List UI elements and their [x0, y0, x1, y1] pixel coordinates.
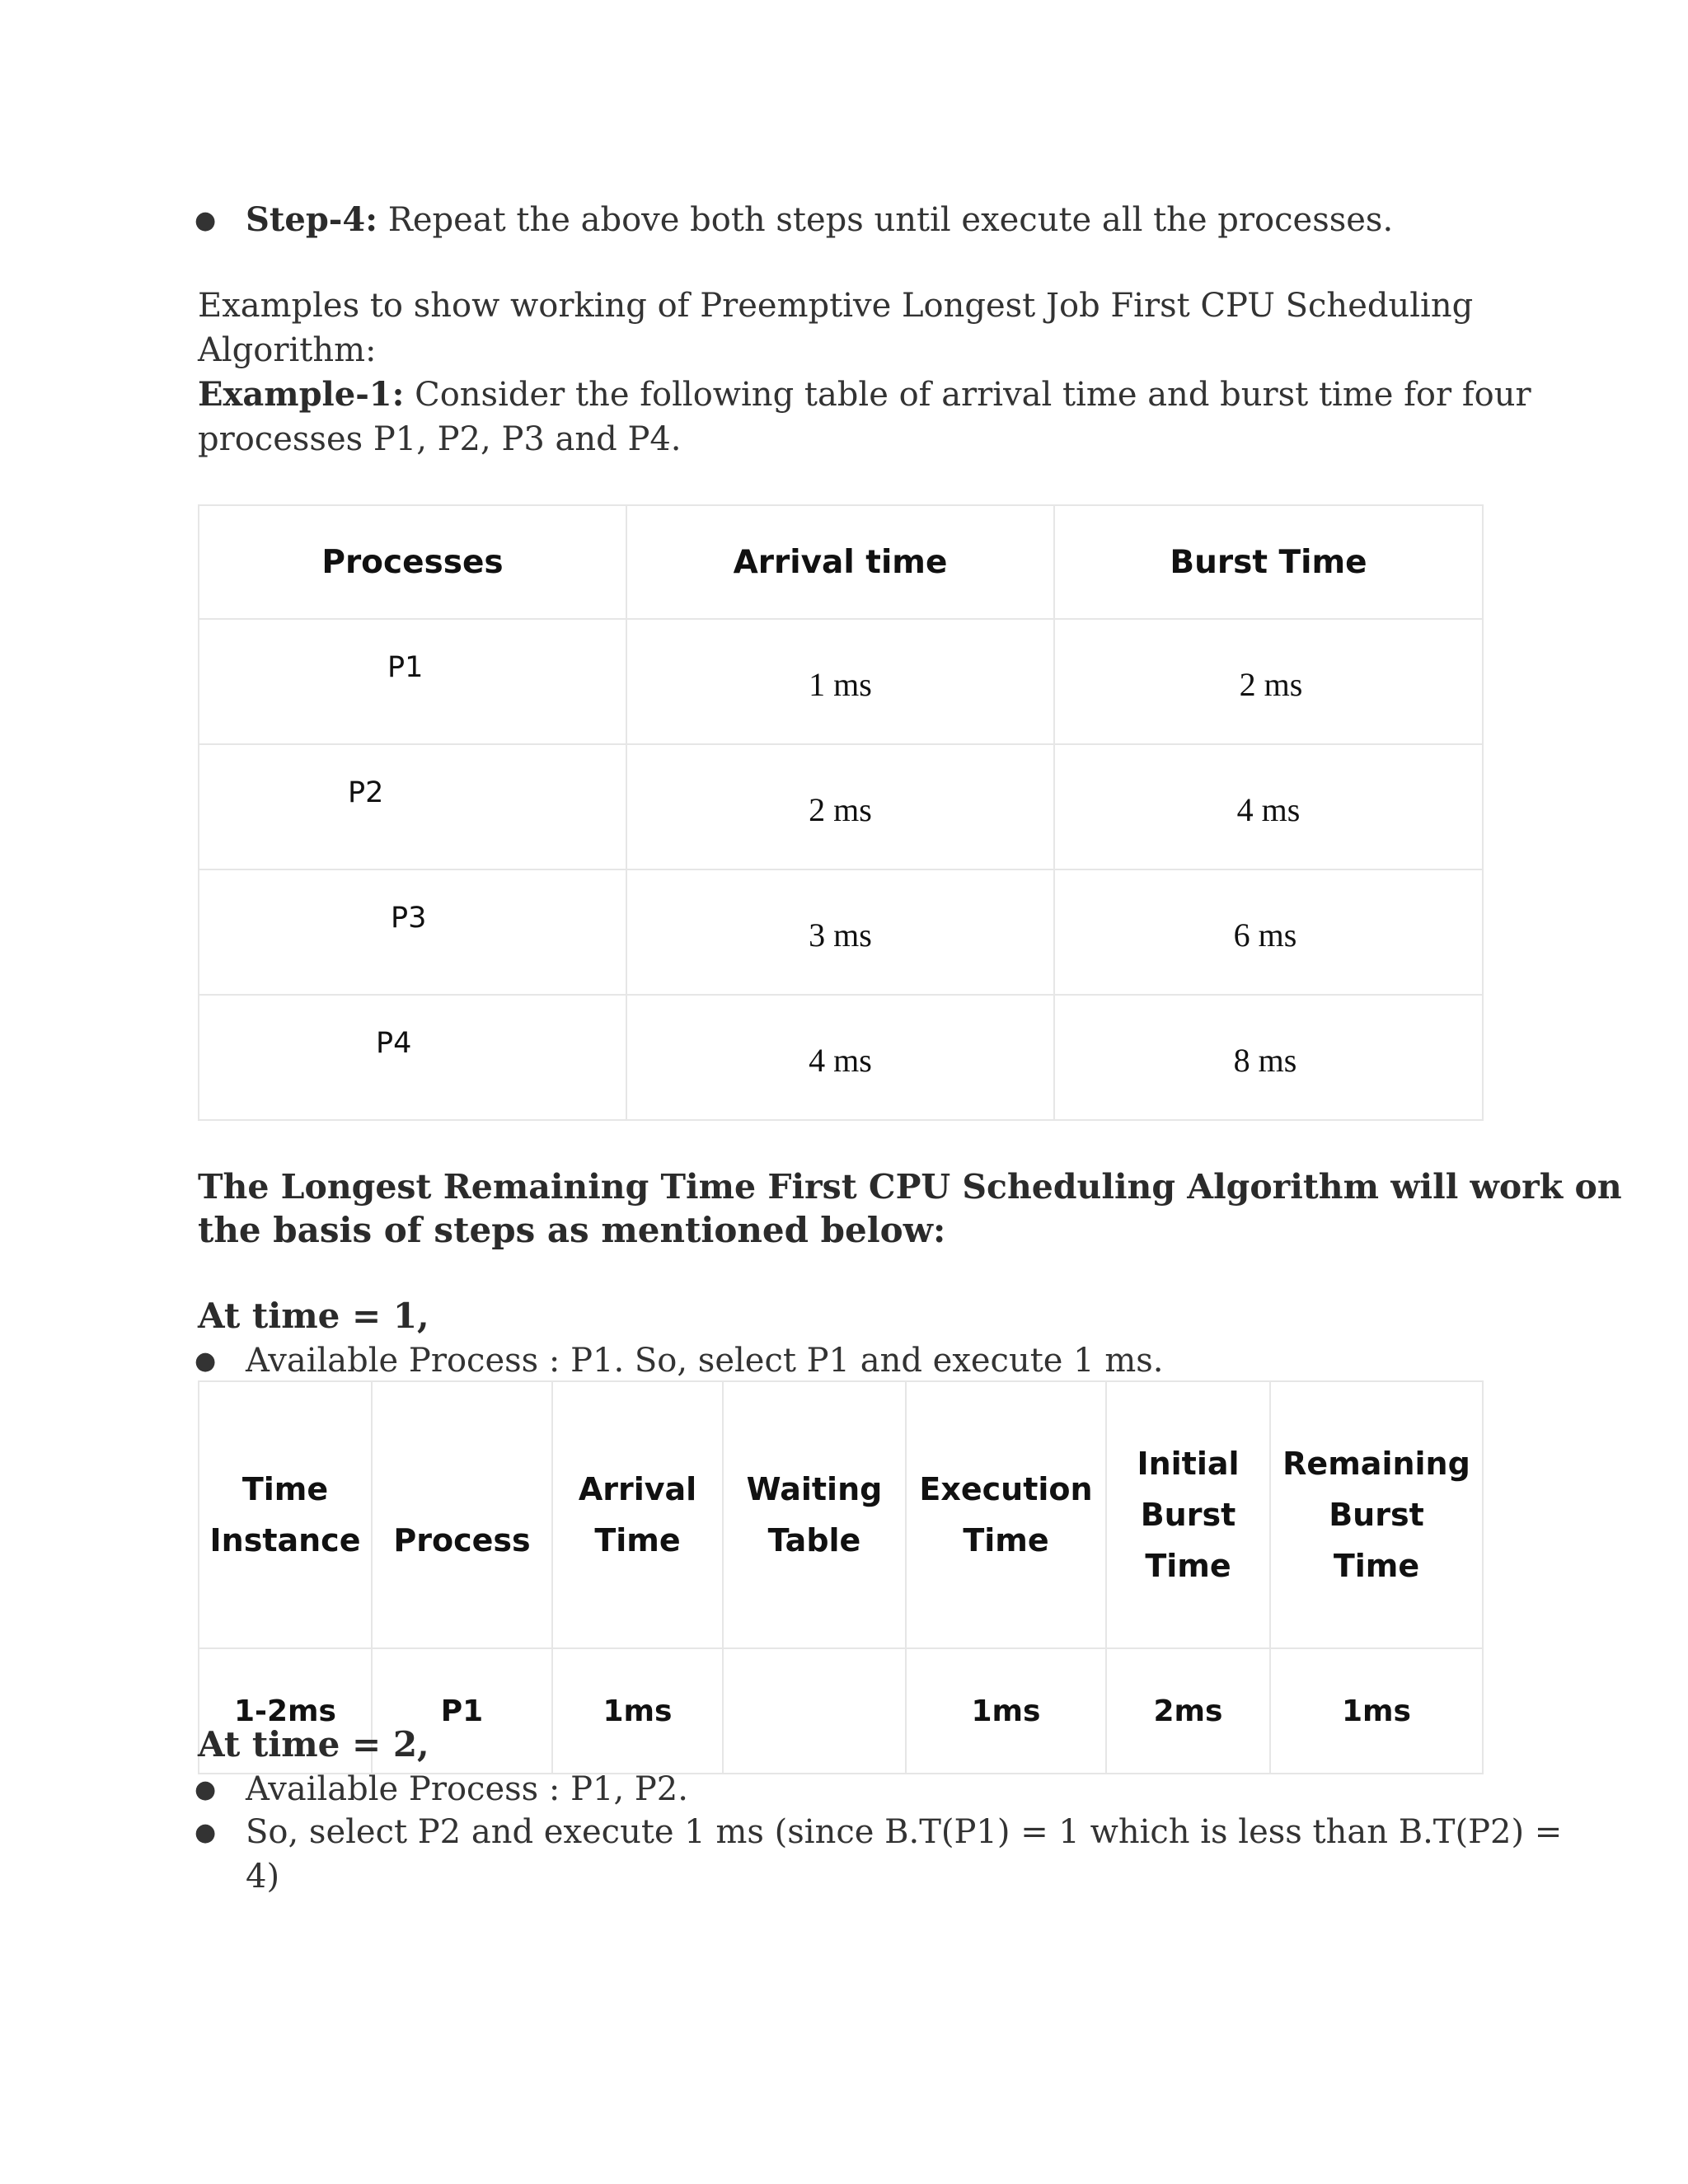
time2-bullet2-line2: 4)	[246, 1858, 280, 1896]
arrival-value: 2 ms	[809, 791, 872, 828]
header-process: Process	[372, 1381, 552, 1648]
time2-bullet1: Available Process : P1, P2.	[246, 1770, 688, 1808]
cell-process: P1	[372, 1648, 552, 1774]
example1-line2: processes P1, P2, P3 and P4.	[198, 420, 682, 458]
step4-line	[246, 198, 1393, 242]
header-processes: Processes	[199, 505, 626, 619]
header-execution-time: Execution Time	[906, 1381, 1106, 1648]
cell-execution-time: 1ms	[906, 1648, 1106, 1774]
arrival-value: 3 ms	[809, 916, 872, 954]
header-arrival-time: Arrival time	[626, 505, 1054, 619]
bullet-icon: ●	[195, 1818, 217, 1847]
bullet-icon: ●	[195, 1775, 217, 1804]
burst-value: 2 ms	[1239, 666, 1303, 703]
execution-table	[198, 1380, 1484, 1774]
header-burst-time: Burst Time	[1054, 505, 1483, 619]
step4-label: Step-4:	[246, 200, 377, 239]
burst-value: 6 ms	[1233, 916, 1297, 954]
header-time-instance: Time Instance	[199, 1381, 372, 1648]
time1-heading: At time = 1,	[198, 1296, 429, 1336]
process-name: P1	[387, 651, 424, 684]
header-arrival-time: Arrival Time	[552, 1381, 723, 1648]
time2-heading: At time = 2,	[198, 1724, 429, 1765]
table-row	[199, 619, 1483, 744]
cell-arrival-time: 1ms	[552, 1648, 723, 1774]
cell-time-instance: 1-2ms	[199, 1648, 372, 1774]
cell-remaining-burst-time: 1ms	[1270, 1648, 1483, 1774]
header-waiting-table: Waiting Table	[723, 1381, 906, 1648]
table-row	[199, 744, 1483, 869]
burst-value: 8 ms	[1233, 1042, 1297, 1079]
time2-bullet2-line1: So, select P2 and execute 1 ms (since B.T(P1) = 1 which is less than B.T(P2) =	[246, 1813, 1563, 1851]
bullet-icon: ●	[195, 206, 217, 235]
example1-line1	[198, 373, 1531, 417]
time1-bullet: Available Process : P1. So, select P1 and execute 1 ms.	[246, 1342, 1164, 1380]
process-name: P3	[391, 902, 427, 935]
example1-text: Consider the following table of arrival time and burst time for four	[415, 376, 1531, 414]
cell-waiting-table	[723, 1648, 906, 1774]
process-table-header-row	[199, 505, 1483, 619]
step4-text: Repeat the above both steps until execute all the processes.	[387, 201, 1394, 239]
arrival-value: 4 ms	[809, 1042, 872, 1079]
algo-heading-line1: The Longest Remaining Time First CPU Scheduling Algorithm will work on	[198, 1167, 1622, 1207]
header-initial-burst-time: Initial Burst Time	[1106, 1381, 1270, 1648]
arrival-value: 1 ms	[809, 666, 872, 703]
execution-table-header-row	[199, 1381, 1483, 1648]
table-row	[199, 995, 1483, 1120]
process-table	[198, 504, 1484, 1121]
example1-label: Example-1:	[198, 375, 405, 414]
process-name: P4	[376, 1027, 412, 1060]
burst-value: 4 ms	[1236, 791, 1301, 828]
intro-line2: Algorithm:	[198, 331, 377, 369]
intro-line1: Examples to show working of Preemptive Longest Job First CPU Scheduling	[198, 287, 1474, 325]
algo-heading-line2: the basis of steps as mentioned below:	[198, 1210, 946, 1250]
bullet-icon: ●	[195, 1347, 217, 1376]
table-row	[199, 869, 1483, 995]
header-remaining-burst-time: Remaining Burst Time	[1270, 1381, 1483, 1648]
process-name: P2	[348, 776, 384, 809]
cell-initial-burst-time: 2ms	[1106, 1648, 1270, 1774]
